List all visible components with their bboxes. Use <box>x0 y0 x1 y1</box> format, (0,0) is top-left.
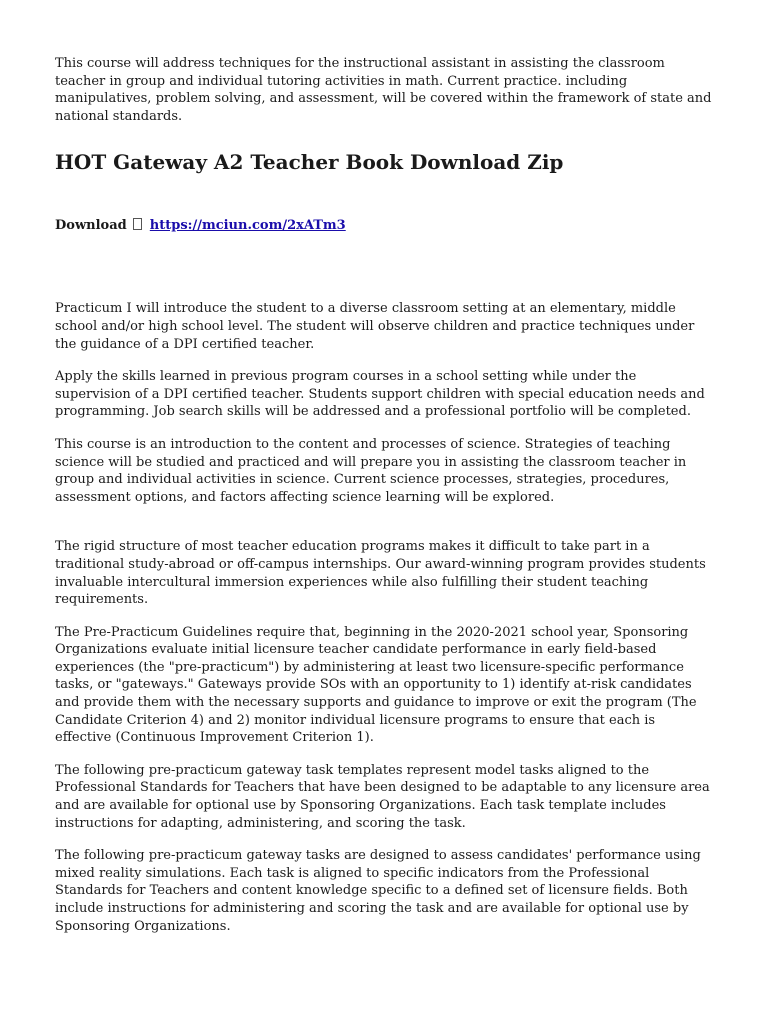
document-page <box>55 55 715 935</box>
download-label: Download <box>55 218 127 234</box>
paragraph-task-templates: The following pre-practicum gateway task templates represent model tasks aligned to the Professional Standards for Teachers that have been designed to be adaptable to any licensure area and are available for optional use by Sponsoring Organizations. Each task template includes instructions for adapting, administering, and scoring the task. <box>55 762 710 831</box>
paragraph-pre-practicum-guidelines: The Pre-Practicum Guidelines require that, beginning in the 2020-2021 school year, Sponsoring Organizations evaluate initial licensure teacher candidate performance in early field-based experiences (the "pre-practicum") by administering at least two licensure-specific performance tasks, or "gateways." Gateways provide SOs with an opportunity to 1) identify at-risk candidates and provide them with the necessary supports and guidance to improve or exit the program (The Candidate Criterion 4) and 2) monitor individual licensure programs to ensure that each is effective (Continuous Improvement Criterion 1). <box>55 624 697 746</box>
download-line <box>55 217 715 235</box>
paragraph-apply-skills: Apply the skills learned in previous program courses in a school setting while under the supervision of a DPI certified teacher. Students support children with special education needs and programming. Job search skills will be addressed and a professional portfolio will be completed. <box>55 369 705 420</box>
paragraph-practicum: Practicum I will introduce the student to a diverse classroom setting at an elementary, middle school and/or high school level. The student will observe children and practice techniques under the guidance of a DPI certified teacher. <box>55 301 695 352</box>
paragraph-mixed-reality: The following pre-practicum gateway tasks are designed to assess candidates' performance using mixed reality simulations. Each task is aligned to specific indicators from the Professional Standards for Teachers and content knowledge specific to a defined set of licensure fields. Both include instructions for administering and scoring the task and are available for optional use by Sponsoring Organizations. <box>55 848 701 934</box>
paragraph-science-course: This course is an introduction to the content and processes of science. Strategies of teaching science will be studied and practiced and will prepare you in assisting the classroom teacher in group and individual activities in science. Current science processes, strategies, procedures, assessment options, and factors affecting science learning will be explored. <box>55 436 687 505</box>
missing-glyph-icon <box>133 218 142 230</box>
paragraph-rigid-structure: The rigid structure of most teacher education programs makes it difficult to take part in a traditional study-abroad or off-campus internships. Our award-winning program provides students invaluable intercultural immersion experiences while also fulfilling their student teaching requirements. <box>55 539 706 608</box>
page-title: HOT Gateway A2 Teacher Book Download Zip <box>55 150 564 175</box>
intro-paragraph: This course will address techniques for the instructional assistant in assisting the classroom teacher in group and individual tutoring activities in math. Current practice. including manipulatives, problem solving, and assessment, will be covered within the framework of state and national standards. <box>55 56 712 124</box>
download-link[interactable]: https://mciun.com/2xATm3 <box>149 218 346 234</box>
